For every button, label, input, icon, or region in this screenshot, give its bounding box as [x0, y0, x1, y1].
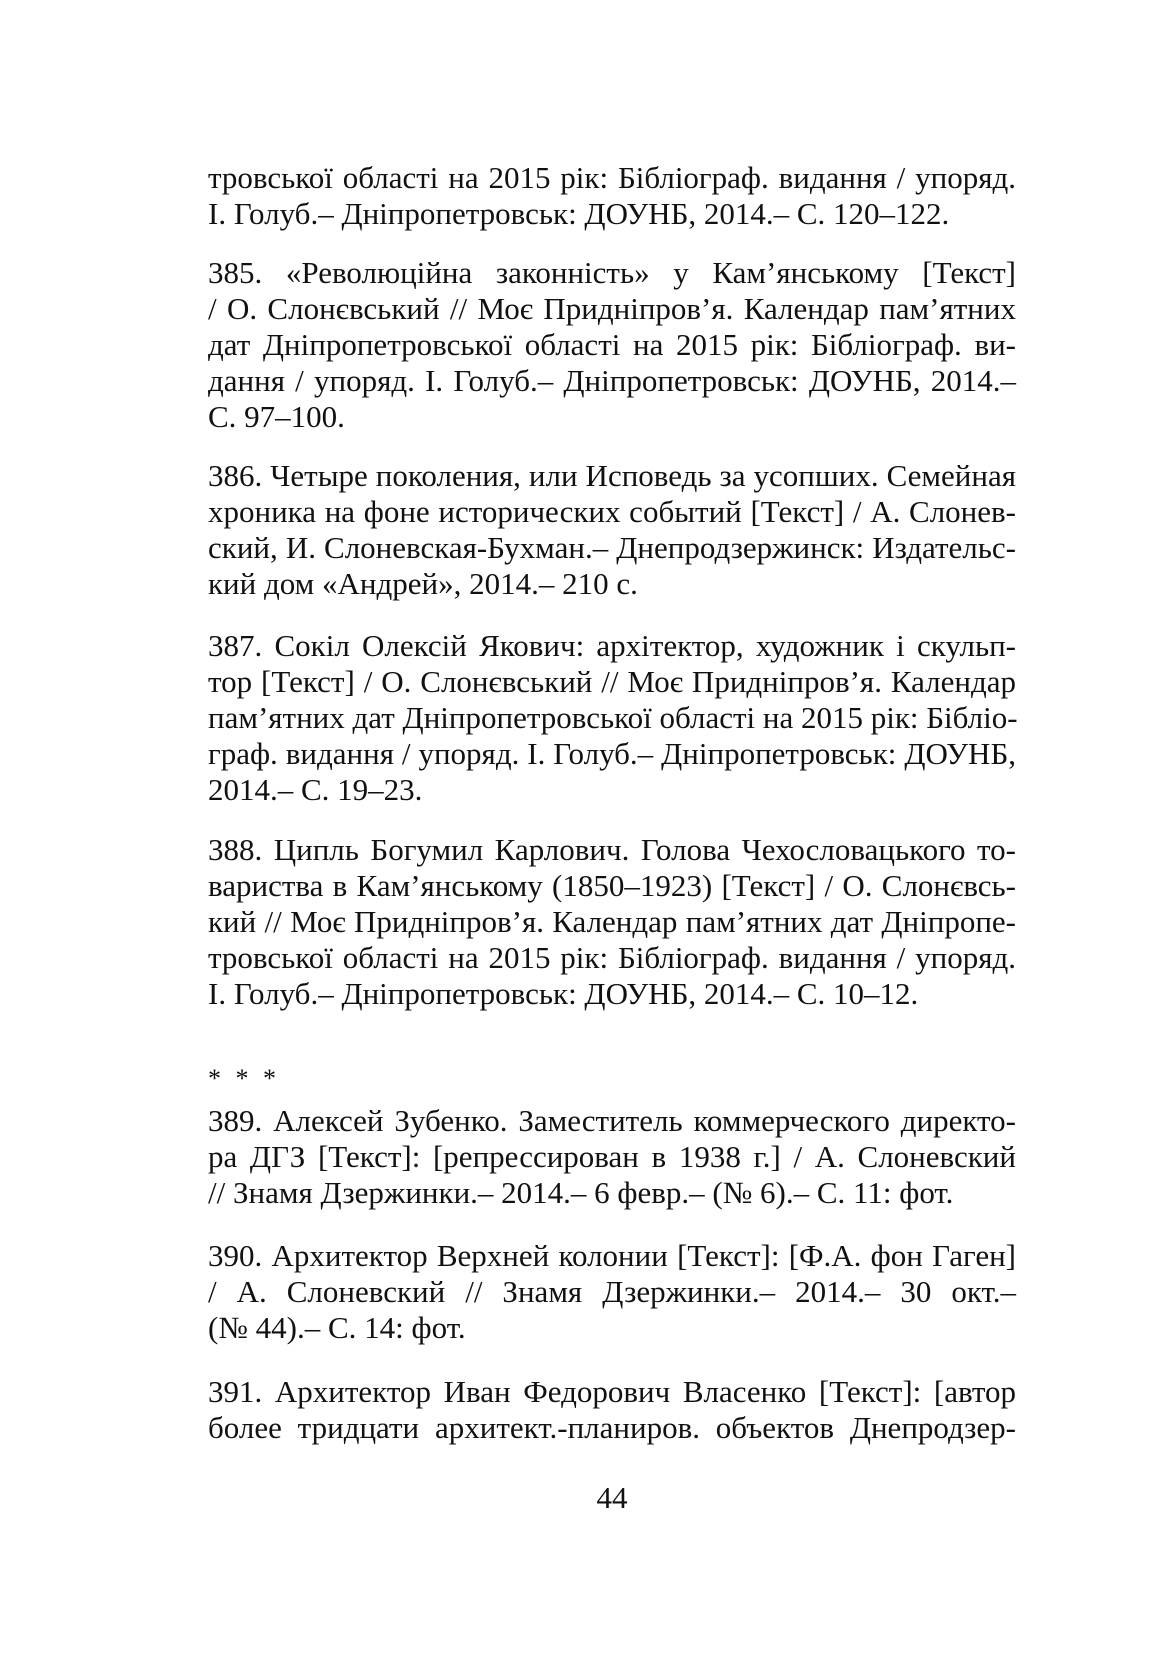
entry-line: дат Дніпропетровської області на 2015 рік: Бібліограф. ви-: [208, 327, 1016, 362]
entry-line: хроника на фоне исторических событий [Текст] / А. Слонев-: [208, 494, 1016, 529]
entry-line: тровської області на 2015 рік: Бібліограф. видання / упоряд.: [208, 160, 1016, 195]
entry-line: / О. Слонєвський // Моє Придніпров’я. Календар пам’ятних: [208, 291, 1016, 326]
page-number: 44: [596, 1480, 628, 1515]
entry-line: / А. Слоневский // Знамя Дзержинки.– 2014.– 30 окт.–: [208, 1274, 1016, 1309]
entry-line: ский, И. Слоневская-Бухман.– Днепродзержинск: Издательс-: [208, 530, 1016, 565]
entry-line: более тридцати архитект.-планиров. объектов Днепродзер-: [208, 1410, 1016, 1445]
entry-line: граф. видання / упоряд. І. Голуб.– Дніпропетровськ: ДОУНБ,: [208, 736, 1016, 771]
entry-line: 391. Архитектор Иван Федорович Власенко [Текст]: [автор: [208, 1374, 1016, 1409]
bibliography-entry-386: [208, 458, 1016, 602]
bibliography-entry-385: [208, 255, 1016, 435]
entry-line: 387. Сокіл Олексій Якович: архітектор, художник і скульп-: [208, 628, 1016, 663]
entry-line: (№ 44).– С. 14: фот.: [208, 1310, 466, 1345]
bibliography-entry-390: [208, 1238, 1016, 1346]
entry-line: пам’ятних дат Дніпропетровської області на 2015 рік: Бібліо-: [208, 700, 1018, 735]
entry-line: 2014.– С. 19–23.: [208, 772, 423, 807]
section-separator: * * *: [208, 1064, 280, 1093]
bibliography-entry-388: [208, 832, 1016, 1012]
entry-line: 385. «Революційна законність» у Кам’янському [Текст]: [208, 255, 1016, 290]
bibliography-entry-389: [208, 1103, 1016, 1211]
entry-line: І. Голуб.– Дніпропетровськ: ДОУНБ, 2014.– С. 10–12.: [208, 976, 919, 1011]
entry-line: // Знамя Дзержинки.– 2014.– 6 февр.– (№ 6).– С. 11: фот.: [208, 1175, 954, 1210]
entry-line: тровської області на 2015 рік: Бібліограф. видання / упоряд.: [208, 940, 1016, 975]
entry-line: вариства в Кам’янському (1850–1923) [Текст] / О. Слонєвсь-: [208, 868, 1016, 903]
entry-line: С. 97–100.: [208, 399, 345, 434]
entry-line: ра ДГЗ [Текст]: [репрессирован в 1938 г.] / А. Слоневский: [208, 1139, 1016, 1174]
entry-line: тор [Текст] / О. Слонєвський // Моє Придніпров’я. Календар: [208, 664, 1016, 699]
entry-line: 386. Четыре поколения, или Исповедь за усопших. Семейная: [208, 458, 1016, 493]
entry-line: І. Голуб.– Дніпропетровськ: ДОУНБ, 2014.– С. 120–122.: [208, 196, 950, 231]
document-page: [208, 0, 1016, 1654]
entry-line: 389. Алексей Зубенко. Заместитель коммерческого директо-: [208, 1103, 1016, 1138]
bibliography-entry-387: [208, 628, 1016, 808]
entry-line: кий // Моє Придніпров’я. Календар пам’ятних дат Дніпропе-: [208, 904, 1016, 939]
entry-line: кий дом «Андрей», 2014.– 210 с.: [208, 566, 638, 601]
entry-line: 388. Ципль Богумил Карлович. Голова Чехословацького то-: [208, 832, 1016, 867]
entry-line: дання / упоряд. І. Голуб.– Дніпропетровськ: ДОУНБ, 2014.–: [208, 363, 1016, 398]
bibliography-entry-391: [208, 1374, 1016, 1446]
bibliography-entry-continuation: [208, 160, 1016, 232]
entry-line: 390. Архитектор Верхней колонии [Текст]: [Ф.А. фон Гаген]: [208, 1238, 1016, 1273]
